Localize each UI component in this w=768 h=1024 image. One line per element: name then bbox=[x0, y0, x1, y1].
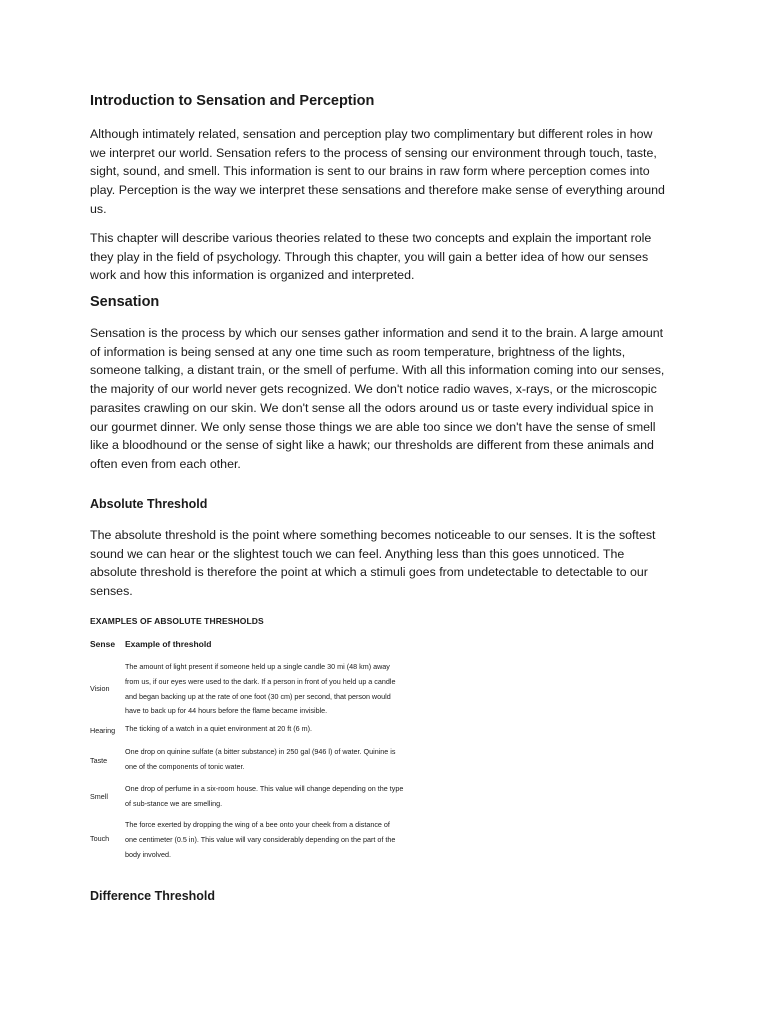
text-line: the majority of our world never gets recognized. We don't notice radio waves, x-rays, or the microscopic bbox=[90, 382, 657, 397]
section-heading-sensation: Sensation bbox=[90, 294, 160, 310]
page-title: Introduction to Sensation and Perception bbox=[90, 93, 375, 109]
intro-paragraph-1 bbox=[90, 125, 690, 219]
table-cell-example bbox=[125, 722, 455, 737]
text-line: Sensation is the process by which our senses gather information and send it to the brain. A large amount bbox=[90, 326, 664, 340]
text-line: of information is being sensed at any one time such as room temperature, brightness of the lights, bbox=[90, 344, 626, 359]
text-line: from us, if our eyes were used to the dark. If a person in front of you held up a candle bbox=[125, 676, 396, 686]
text-line: one of the components of tonic water. bbox=[125, 761, 245, 771]
text-line: One drop of perfume in a six-room house. This value will change depending on the type bbox=[125, 784, 404, 793]
text-line: often even from each other. bbox=[90, 456, 241, 471]
text-line: The force exerted by dropping the wing of a bee onto your cheek from a distance of bbox=[125, 820, 390, 829]
text-line: One drop on quinine sulfate (a bitter substance) in 250 gal (946 l) of water. Quinine is bbox=[125, 747, 396, 756]
text-line: Although intimately related, sensation and perception play two complimentary but different roles in how bbox=[90, 127, 653, 141]
table-header-sense: Sense bbox=[90, 639, 116, 649]
table-cell-sense: Smell bbox=[90, 792, 108, 801]
text-line: of sub-stance we are smelling. bbox=[125, 798, 223, 808]
table-cell-example bbox=[125, 745, 455, 775]
table-cell-sense: Vision bbox=[90, 684, 110, 693]
sensation-paragraph bbox=[90, 324, 690, 474]
section-heading-absolute-threshold: Absolute Threshold bbox=[90, 497, 208, 511]
text-line: body involved. bbox=[125, 849, 171, 859]
text-line: they play in the field of psychology. Through this chapter, you will gain a better idea of how our senses bbox=[90, 249, 649, 264]
table-header-example: Example of threshold bbox=[125, 639, 212, 649]
table-cell-example bbox=[125, 782, 455, 812]
table-cell-example bbox=[125, 660, 455, 719]
table-cell-sense: Taste bbox=[90, 756, 108, 765]
table-cell-sense: Touch bbox=[90, 834, 110, 843]
text-line: sound we can hear or the slightest touch we can feel. Anything less than this goes unnoticed. The bbox=[90, 546, 625, 561]
text-line: The absolute threshold is the point where something becomes noticeable to our senses. It is the softest bbox=[90, 528, 656, 542]
text-line: and began backing up at the rate of one foot (30 cm) per second, that person would bbox=[125, 691, 391, 701]
text-line: The amount of light present if someone held up a single candle 30 mi (48 km) away bbox=[125, 662, 390, 671]
text-line: one centimeter (0.5 in). This value will vary considerably depending on the part of the bbox=[125, 834, 396, 844]
section-heading-difference-threshold: Difference Threshold bbox=[90, 889, 216, 903]
table-cell-example bbox=[125, 818, 455, 862]
text-line: absolute threshold is therefore the point at which a stimuli goes from undetectable to detectable to our bbox=[90, 565, 648, 580]
text-line: us. bbox=[90, 201, 107, 216]
text-line: work and how this information is organized and interpreted. bbox=[90, 268, 415, 283]
text-line: senses. bbox=[90, 584, 133, 599]
text-line: parasites crawling on our skin. We don't sense all the odors around us or taste every individual spice in bbox=[90, 400, 654, 415]
text-line: someone talking, a distant train, or the smell of perfume. With all this information coming into our senses, bbox=[90, 363, 665, 378]
table-cell-sense: Hearing bbox=[90, 726, 116, 735]
table-title: EXAMPLES OF ABSOLUTE THRESHOLDS bbox=[90, 616, 264, 626]
absolute-threshold-paragraph bbox=[90, 526, 690, 601]
text-line: The ticking of a watch in a quiet environment at 20 ft (6 m). bbox=[125, 724, 312, 733]
text-line: This chapter will describe various theories related to these two concepts and explain the important role bbox=[90, 231, 652, 245]
text-line: play. Perception is the way we interpret these sensations and therefore make sense of everything around bbox=[90, 183, 665, 198]
text-line: like a bloodhound or the sense of sight like a hawk; our thresholds are different from these animals and bbox=[90, 438, 654, 453]
intro-paragraph-2 bbox=[90, 229, 690, 285]
text-line: our gourmet dinner. We only sense those things we are able too since we don't have the sense of smell bbox=[90, 419, 656, 434]
text-line: we interpret our world. Sensation refers to the process of sensing our environment through touch, taste, bbox=[90, 145, 657, 160]
text-line: have to back up for 44 hours before the flame became invisible. bbox=[125, 706, 328, 716]
text-line: sight, sound, and smell. This information is sent to our brains in raw form where perception comes into bbox=[90, 164, 650, 179]
